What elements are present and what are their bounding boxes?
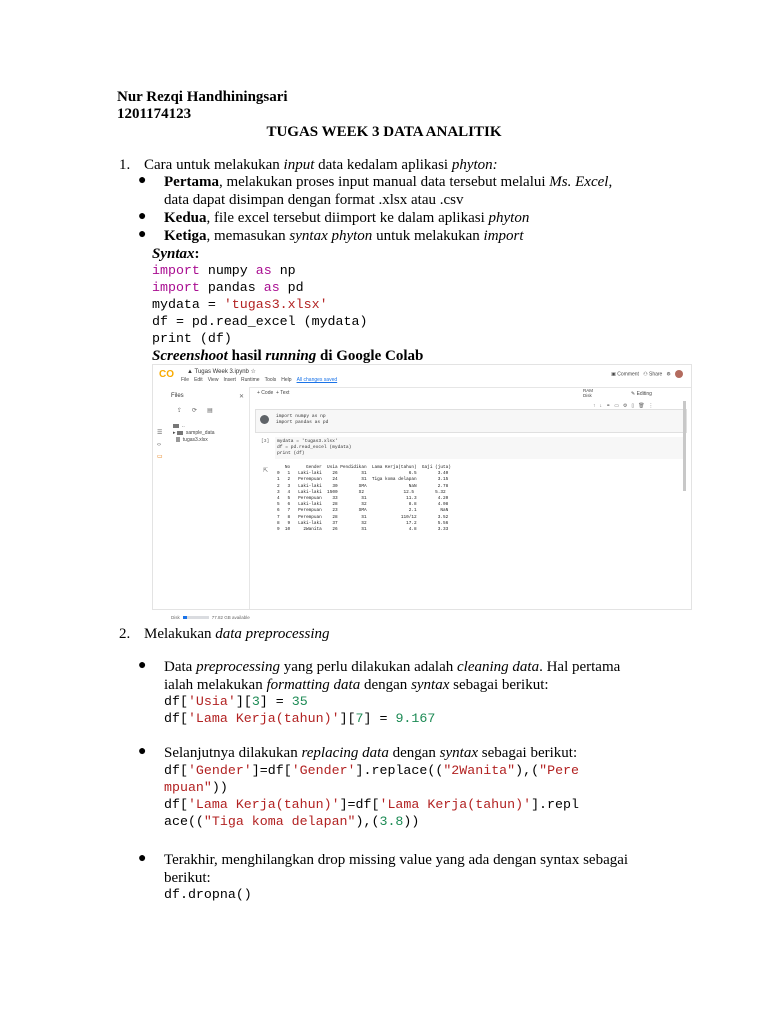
menu-help[interactable]: Help — [281, 377, 292, 383]
code-string: 'Gender' — [187, 763, 252, 778]
comment-icon: ▣ — [611, 371, 618, 378]
folder-icon — [173, 424, 179, 428]
output-row: 5 6 Laki-laki 28 S2 8.8 4.08 — [277, 502, 449, 508]
s2-code-line-1 — [164, 693, 308, 710]
code-line-2 — [152, 279, 304, 296]
tree-item-tugas3[interactable] — [173, 437, 215, 444]
bullet1-text1: , melakukan proses input manual data tersebut melalui — [218, 174, 550, 190]
cell2-output — [277, 465, 451, 533]
delete-icon[interactable]: 🗑 — [638, 403, 649, 409]
output-row: 2 3 Laki-laki 30 SMA NaN 2.78 — [277, 483, 449, 489]
section1-heading-input: input — [283, 157, 315, 173]
bullet1-line1 — [164, 173, 612, 191]
section1-heading-mid: data kedalam aplikasi — [314, 157, 452, 173]
code-text: ].repl — [531, 797, 579, 812]
code-keyword: as — [255, 263, 272, 278]
comment-button[interactable]: Comment — [617, 371, 639, 378]
code-keyword: as — [263, 280, 280, 295]
code-string: 'Lama Kerja(tahun)' — [187, 797, 340, 812]
code-line-1 — [152, 262, 296, 279]
s2-replace-line-4 — [164, 813, 419, 830]
code-number: 9.167 — [395, 711, 436, 726]
editing-mode[interactable] — [631, 391, 652, 397]
left-rail — [157, 427, 163, 463]
syntax-label-text: Syntax — [152, 246, 195, 262]
s2-bullet3-line2: berikut: — [164, 870, 211, 886]
files-sidebar — [153, 387, 250, 620]
code-text: ),( — [355, 814, 380, 829]
menu-tools[interactable]: Tools — [264, 377, 277, 383]
document-title: TUGAS WEEK 3 DATA ANALITIK — [266, 124, 502, 140]
bullet2-italic: phyton — [488, 210, 530, 226]
code-string: "Pere — [539, 763, 580, 778]
caption-italic2: running — [265, 348, 317, 364]
s2-bullet1-line1 — [164, 658, 620, 676]
more-icon[interactable]: ⋮ — [648, 403, 658, 409]
code-cell-1[interactable] — [255, 409, 687, 433]
upload-icon[interactable]: ⇪ — [177, 408, 193, 414]
code-line-4: df = pd.read_excel (mydata) — [152, 314, 368, 329]
move-down-icon[interactable]: ↓ — [599, 403, 606, 409]
code-text: )) — [403, 814, 420, 829]
code-text: numpy — [199, 263, 256, 278]
editing-label: Editing — [636, 391, 652, 397]
s2b2-i2: syntax — [439, 745, 478, 761]
colab-screenshot — [152, 364, 692, 620]
s2b1-t3: . Hal pertama — [539, 659, 621, 675]
cell2-execution-count: [3] — [261, 439, 270, 444]
caption-text2: di Google Colab — [316, 348, 424, 364]
code-cell-2[interactable] — [275, 437, 685, 459]
output-header: No Gender Usia Pendidikan Lama Kerja(tahun) Gaji (juta) — [277, 465, 451, 470]
code-string: mpuan" — [164, 780, 212, 795]
s2b1-l2t3: sebagai berikut: — [449, 677, 549, 693]
add-text-button[interactable]: + Text — [276, 390, 290, 396]
mirror-icon[interactable]: ▯ — [631, 403, 639, 409]
syntax-label-colon: : — [194, 246, 200, 262]
menu-file[interactable]: File — [181, 377, 190, 383]
screenshot-caption — [152, 347, 423, 365]
code-keyword: import — [152, 280, 200, 295]
code-string: 'Lama Kerja(tahun)' — [379, 797, 532, 812]
pencil-icon: ✎ — [631, 391, 637, 397]
syntax-label — [152, 245, 200, 263]
output-row: 3 4 Laki-laki 1500 S2 12.5 5.32 — [277, 489, 446, 495]
code-line-3 — [152, 296, 328, 313]
move-up-icon[interactable]: ↑ — [593, 403, 600, 409]
code-string: 'Lama Kerja(tahun)' — [187, 711, 340, 726]
s2b1-l2t1: ialah melakukan — [164, 677, 267, 693]
gear-icon[interactable]: ⚙ — [622, 403, 632, 409]
code-string: 'Gender' — [291, 763, 356, 778]
section1-number: 1. — [119, 157, 131, 173]
colab-logo: CO — [159, 369, 174, 380]
disk-bar — [183, 616, 209, 619]
code-line-5: print (df) — [152, 331, 232, 346]
output-row: 7 8 Perempuan 28 S1 110/12 3.52 — [277, 514, 449, 520]
resource-indicator[interactable] — [583, 388, 593, 398]
code-string: 'tugas3.xlsx' — [223, 297, 328, 312]
tree-item-label: .. — [182, 423, 185, 429]
link-icon[interactable]: ⚭ — [606, 403, 615, 409]
output-row: 4 5 Perempuan 33 S1 11.3 4.20 — [277, 496, 449, 502]
output-icon[interactable]: ⇱ — [263, 468, 269, 474]
disk-label: Disk — [171, 615, 180, 620]
s2b1-t2: yang perlu dilakukan adalah — [279, 659, 457, 675]
tree-item-parent[interactable] — [173, 423, 215, 430]
menu-edit[interactable]: Edit — [194, 377, 203, 383]
code-number: 3 — [251, 694, 260, 709]
s2b1-i1: preprocessing — [196, 659, 280, 675]
star-icon[interactable]: ☆ — [248, 369, 256, 375]
bullet-icon: ● — [138, 227, 147, 242]
notebook-scrollbar[interactable] — [683, 401, 686, 491]
s2-dropna-code: df.dropna() — [164, 887, 252, 902]
author-name: Nur Rezqi Handhiningsari — [117, 89, 288, 105]
section1-heading-pre: Cara untuk melakukan — [144, 157, 284, 173]
caption-italic1: Screenshoot — [152, 348, 228, 364]
refresh-icon[interactable]: ⟳ — [192, 408, 208, 414]
section1-heading-phyton: phyton: — [451, 157, 498, 173]
share-icon: ⚇ — [643, 371, 649, 378]
colab-top-right — [611, 370, 683, 378]
s2b1-l2i1: formatting data — [266, 677, 361, 693]
section2-number: 2. — [119, 626, 131, 642]
code-text: ace(( — [164, 814, 204, 829]
code-text: ]=df[ — [339, 797, 380, 812]
bullet3-line — [164, 227, 524, 245]
s2-replace-line-3 — [164, 796, 579, 813]
cell2-code[interactable]: mydata = 'tugas3.xlsx' df = pd.read_excel (mydata) print (df) — [277, 439, 352, 456]
disk-available: 77.82 GB available — [211, 615, 250, 620]
bullet-icon: ● — [138, 744, 147, 759]
bullet3-text1: , memasukan — [206, 228, 290, 244]
code-text: ][ — [339, 711, 356, 726]
close-icon[interactable]: ✕ — [239, 394, 245, 400]
section1-heading — [144, 156, 498, 174]
bullet3-italic2: import — [483, 228, 524, 244]
s2-code-line-2 — [164, 710, 435, 727]
disk-usage — [171, 615, 250, 620]
bullet2-text1: , file excel tersebut diimport ke dalam aplikasi — [206, 210, 489, 226]
bullet2-bold: Kedua — [164, 210, 207, 226]
settings-icon[interactable]: ⚙ — [666, 371, 671, 378]
drive-icon: ▲ — [187, 369, 195, 375]
code-text: df[ — [164, 763, 188, 778]
tree-item-label: sample_data — [185, 430, 215, 436]
cell1-code[interactable]: import numpy as np import pandas as pd — [276, 414, 329, 425]
colab-menu — [181, 377, 342, 383]
saved-status[interactable]: All changes saved — [296, 377, 338, 383]
code-number: 3.8 — [379, 814, 404, 829]
output-row: 1 2 Perempuan 24 S1 Tiga koma delapan 3.15 — [277, 477, 449, 483]
s2-bullet2-line1 — [164, 744, 577, 762]
code-text: ] = — [259, 694, 292, 709]
code-keyword: import — [152, 263, 200, 278]
output-row: 8 9 Laki-laki 37 S2 17.2 5.56 — [277, 520, 449, 526]
bullet-icon: ● — [138, 173, 147, 188]
code-string: "Tiga koma delapan" — [203, 814, 356, 829]
share-button[interactable]: Share — [649, 371, 663, 378]
menu-insert[interactable]: Insert — [223, 377, 236, 383]
s2b2-t2: dengan — [388, 745, 440, 761]
code-text: df[ — [164, 711, 188, 726]
s2b1-l2i2: syntax — [411, 677, 450, 693]
files-toolbar — [177, 407, 223, 414]
s2-replace-line-1 — [164, 762, 579, 779]
output-row: 9 10 2Wanita 26 S1 4.8 3.33 — [277, 527, 449, 533]
output-row: 6 7 Perempuan 23 SMA 2.1 NaN — [277, 508, 449, 514]
disk-indicator-label: Disk — [583, 393, 592, 398]
menu-view[interactable]: View — [207, 377, 219, 383]
code-text: ] = — [363, 711, 396, 726]
comment-cell-icon[interactable]: ▭ — [614, 403, 623, 409]
s2b1-l2t2: dengan — [360, 677, 412, 693]
bullet3-bold: Ketiga — [164, 228, 207, 244]
bullet-icon: ● — [138, 851, 147, 866]
code-number: 7 — [355, 711, 364, 726]
code-string: "2Wanita" — [443, 763, 516, 778]
tree-item-sample-data[interactable]: ▸ sample_data — [173, 430, 215, 436]
code-text: df[ — [164, 694, 188, 709]
avatar[interactable] — [675, 370, 683, 378]
bullet1-italic: Ms. Excel — [549, 174, 609, 190]
folder-icon — [177, 431, 183, 435]
notebook-toolbar — [257, 390, 289, 396]
code-text: ),( — [515, 763, 540, 778]
bullet3-text2: untuk melakukan — [372, 228, 484, 244]
section2-heading — [144, 625, 330, 643]
s2b2-i1: replacing data — [301, 745, 389, 761]
student-id: 1201174123 — [117, 106, 192, 122]
files-folder-icon[interactable]: ▭ — [157, 454, 163, 460]
notebook-title-text: Tugas Week 3.ipynb — [194, 369, 249, 375]
code-text: )) — [211, 780, 228, 795]
code-text: pandas — [199, 280, 264, 295]
bullet1-line2: data dapat disimpan dengan format .xlsx atau .csv — [164, 192, 464, 208]
code-text: mydata = — [152, 297, 224, 312]
s2b2-t3: sebagai berikut: — [477, 745, 578, 761]
s2b1-i2: cleaning data — [457, 659, 540, 675]
bullet-icon: ● — [138, 209, 147, 224]
s2b1-t1: Data — [164, 659, 197, 675]
code-text: pd — [279, 280, 304, 295]
bullet3-italic1: syntax phyton — [289, 228, 373, 244]
code-number: 35 — [291, 694, 308, 709]
s2-bullet3-line1: Terakhir, menghilangkan drop missing value yang ada dengan syntax sebagai — [164, 852, 629, 868]
code-text: df[ — [164, 797, 188, 812]
output-row: 0 1 Laki-laki 26 S1 6.5 3.40 — [277, 471, 449, 477]
code-string: 'Usia' — [187, 694, 236, 709]
bullet-icon: ● — [138, 658, 147, 673]
caption-text1: hasil — [227, 348, 266, 364]
code-text: ][ — [235, 694, 252, 709]
code-text: np — [271, 263, 296, 278]
drive-mount-icon[interactable]: ▤ — [207, 408, 223, 414]
section2-heading-italic: data preprocessing — [215, 626, 330, 642]
colab-topbar — [153, 365, 691, 388]
files-title: Files — [171, 393, 184, 399]
notebook-title[interactable] — [187, 368, 256, 375]
toc-icon[interactable]: ☰ — [157, 430, 163, 436]
s2-bullet1-line2 — [164, 676, 549, 694]
file-icon — [176, 437, 180, 442]
file-tree — [173, 423, 215, 444]
section2-heading-pre: Melakukan — [144, 626, 216, 642]
code-snippets-icon[interactable]: ‹› — [157, 442, 161, 448]
code-text: ]=df[ — [251, 763, 292, 778]
bullet1-text2: , — [608, 174, 613, 190]
add-code-button[interactable]: + Code — [257, 390, 274, 396]
run-cell-icon[interactable] — [260, 415, 269, 424]
ram-label: RAM — [583, 388, 593, 393]
menu-runtime[interactable]: Runtime — [240, 377, 260, 383]
bullet2-line — [164, 209, 529, 227]
tree-item-label: tugas3.xlsx — [182, 437, 208, 443]
s2-replace-line-2 — [164, 779, 228, 796]
s2b2-t1: Selanjutnya dilakukan — [164, 745, 302, 761]
bullet1-bold: Pertama — [164, 174, 219, 190]
code-text: ].replace(( — [355, 763, 444, 778]
